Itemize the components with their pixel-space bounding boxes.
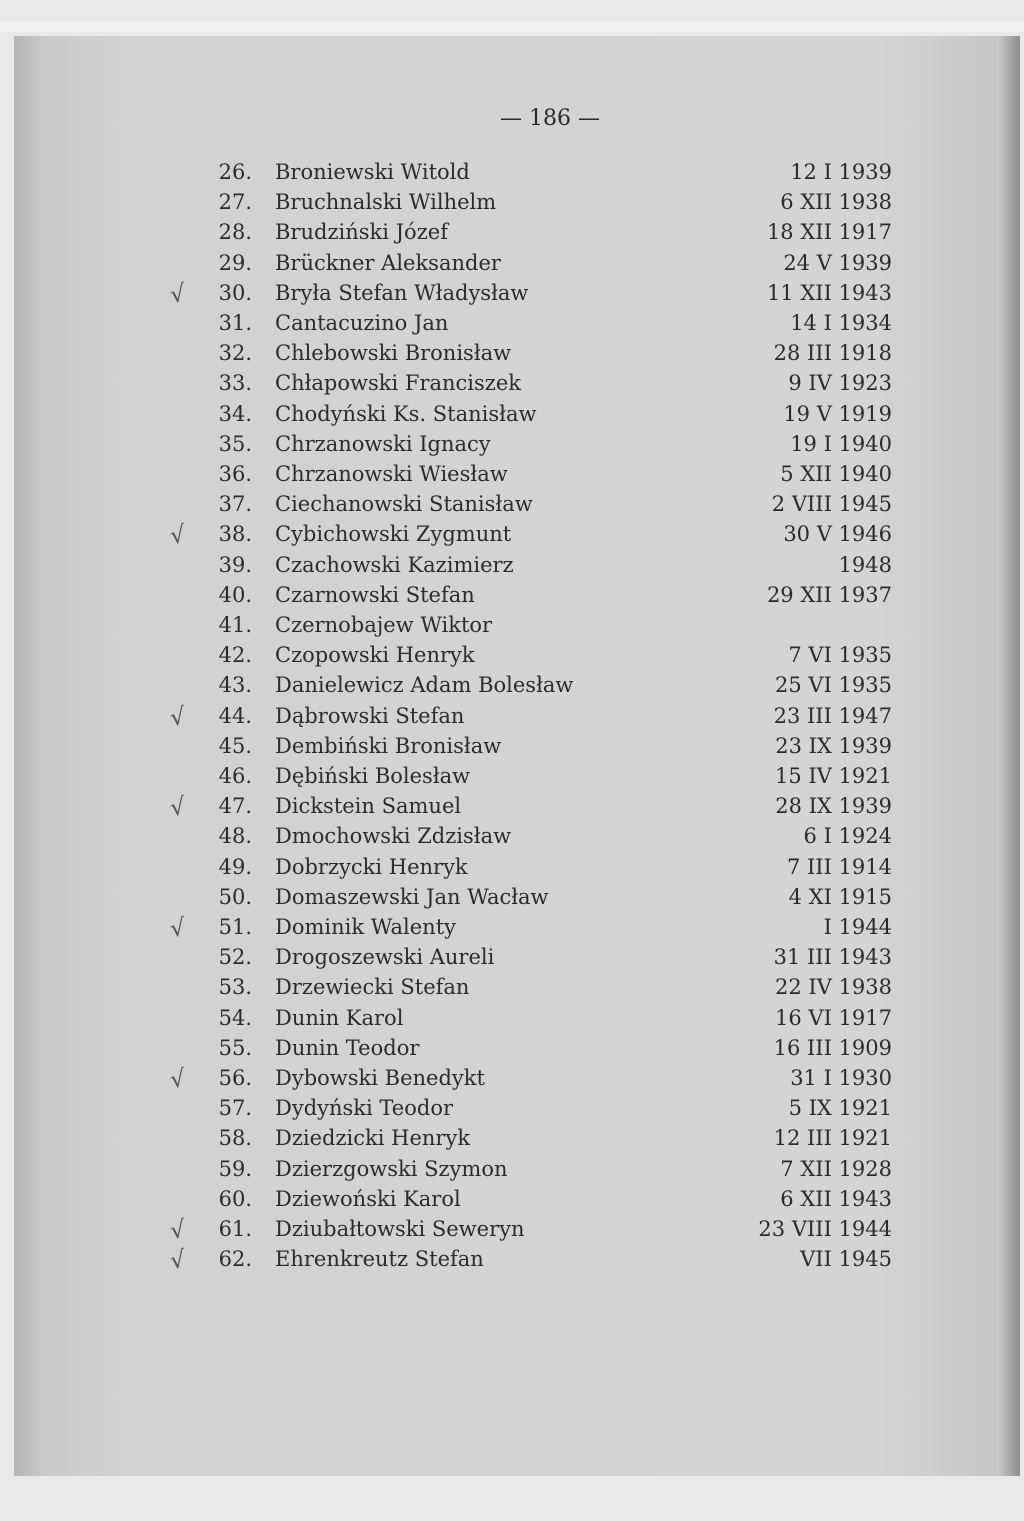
entry-name: Chłapowski Franciszek <box>275 371 522 396</box>
entry-date: 1948 <box>838 552 892 577</box>
checkmark-icon: √ <box>168 792 188 823</box>
entry-row <box>0 217 1024 247</box>
entry-number: 51. <box>218 915 252 939</box>
entry-row <box>0 429 1024 459</box>
entry-name: Domaszewski Jan Wacław <box>275 884 549 909</box>
entry-date: 28 IX 1939 <box>775 794 892 819</box>
entry-number: 46. <box>218 764 252 788</box>
entry-name: Drzewiecki Stefan <box>275 975 470 1000</box>
entry-date: I 1944 <box>823 915 892 939</box>
entry-date: 16 VI 1917 <box>775 1005 892 1030</box>
entry-name: Czachowski Kazimierz <box>275 552 514 577</box>
entry-date: 7 VI 1935 <box>788 643 892 668</box>
entry-name: Broniewski Witold <box>275 160 470 184</box>
entry-number: 35. <box>218 431 252 456</box>
entry-number: 52. <box>218 945 252 970</box>
checkmark-icon: √ <box>168 1064 188 1094</box>
entry-number: 38. <box>218 522 252 547</box>
entry-number: 58. <box>218 1126 252 1151</box>
entry-row <box>0 157 1024 187</box>
entry-date: 28 III 1918 <box>773 341 892 366</box>
entry-number: 28. <box>218 220 252 245</box>
entry-row <box>0 338 1024 368</box>
entry-name: Czarnowski Stefan <box>275 582 475 607</box>
entry-number: 29. <box>218 250 252 275</box>
entry-date: 6 XII 1943 <box>780 1186 892 1211</box>
entry-name: Czernobajew Wiktor <box>275 613 493 637</box>
entry-name: Cybichowski Zygmunt <box>275 522 512 547</box>
entry-row <box>0 1063 1024 1093</box>
entry-number: 50. <box>218 884 252 909</box>
entry-row <box>0 610 1024 640</box>
entry-date: 7 XII 1928 <box>780 1156 892 1181</box>
entry-number: 40. <box>218 582 252 607</box>
entry-row <box>0 489 1024 519</box>
entry-row <box>0 1123 1024 1153</box>
entry-name: Chrzanowski Ignacy <box>275 431 491 456</box>
entry-row <box>0 852 1024 882</box>
entry-number: 41. <box>218 613 252 637</box>
entry-date: 18 XII 1917 <box>766 220 892 245</box>
entry-date: 31 III 1943 <box>773 945 892 970</box>
entry-number: 27. <box>218 190 252 215</box>
entry-date: 11 XII 1943 <box>766 280 892 305</box>
entry-row <box>0 701 1024 731</box>
entry-row <box>0 187 1024 217</box>
entry-number: 61. <box>218 1217 252 1241</box>
entry-name: Dębiński Bolesław <box>275 764 471 788</box>
entry-date: 29 XII 1937 <box>766 582 892 607</box>
entry-row <box>0 459 1024 489</box>
entry-row <box>0 550 1024 580</box>
entry-name: Dmochowski Zdzisław <box>275 824 512 849</box>
entry-number: 30. <box>218 280 252 305</box>
entry-number: 47. <box>218 794 252 819</box>
entry-name: Brudziński Józef <box>275 220 448 245</box>
entry-name: Dydyński Teodor <box>275 1096 453 1121</box>
entry-row <box>0 821 1024 851</box>
entry-number: 34. <box>218 401 252 426</box>
entry-row <box>0 1184 1024 1214</box>
entry-name: Dickstein Samuel <box>275 794 462 819</box>
checkmark-icon: √ <box>168 701 188 732</box>
entry-number: 45. <box>218 733 252 758</box>
entry-number: 42. <box>218 643 252 668</box>
entry-name: Danielewicz Adam Bolesław <box>275 673 574 698</box>
entry-date: 6 XII 1938 <box>780 190 892 215</box>
entry-number: 36. <box>218 462 252 486</box>
entry-number: 43. <box>218 673 252 698</box>
checkmark-icon: √ <box>168 520 188 551</box>
entry-name: Czopowski Henryk <box>275 643 475 668</box>
entry-date: 22 IV 1938 <box>775 975 892 1000</box>
entry-row <box>0 1003 1024 1033</box>
entry-name: Dziubałtowski Seweryn <box>275 1217 525 1241</box>
entry-number: 39. <box>218 552 252 577</box>
entry-row <box>0 912 1024 942</box>
entry-date: 9 IV 1923 <box>788 371 892 396</box>
entry-date: 19 V 1919 <box>783 401 892 426</box>
entry-number: 26. <box>218 160 252 184</box>
entry-row <box>0 942 1024 972</box>
entry-name: Chrzanowski Wiesław <box>275 462 508 486</box>
entry-name: Dunin Teodor <box>275 1035 420 1060</box>
entry-name: Brückner Aleksander <box>275 250 501 275</box>
entry-row <box>0 1214 1024 1244</box>
entry-row <box>0 248 1024 278</box>
entry-name: Dunin Karol <box>275 1005 404 1030</box>
entry-name: Dembiński Bronisław <box>275 733 502 758</box>
entry-number: 57. <box>218 1096 252 1121</box>
entry-number: 37. <box>218 492 252 517</box>
entry-date: 12 III 1921 <box>773 1126 892 1151</box>
entry-row <box>0 640 1024 670</box>
entry-number: 32. <box>218 341 252 366</box>
entry-name: Cantacuzino Jan <box>275 311 449 335</box>
checkmark-icon: √ <box>168 913 188 943</box>
entry-date: 6 I 1924 <box>803 824 892 849</box>
checkmark-icon: √ <box>168 1245 188 1276</box>
entry-row <box>0 972 1024 1002</box>
entry-date: 23 VIII 1944 <box>758 1217 892 1241</box>
entry-name: Bruchnalski Wilhelm <box>275 190 497 215</box>
entry-name: Dominik Walenty <box>275 915 457 939</box>
entry-name: Dobrzycki Henryk <box>275 854 468 879</box>
entry-row <box>0 580 1024 610</box>
entry-row <box>0 519 1024 549</box>
entry-row <box>0 1154 1024 1184</box>
entry-date: 15 IV 1921 <box>775 764 892 788</box>
entry-row <box>0 670 1024 700</box>
entry-row <box>0 308 1024 338</box>
entry-name: Dziedzicki Henryk <box>275 1126 471 1151</box>
entry-date: 12 I 1939 <box>790 160 892 184</box>
entry-number: 33. <box>218 371 252 396</box>
paper-edge <box>0 22 1024 32</box>
entry-number: 54. <box>218 1005 252 1030</box>
entry-name: Dąbrowski Stefan <box>275 703 465 728</box>
entry-name: Ciechanowski Stanisław <box>275 492 533 517</box>
page-number: — 186 — <box>500 106 600 131</box>
entry-date: 31 I 1930 <box>790 1066 892 1090</box>
entry-row <box>0 791 1024 821</box>
entry-date: 30 V 1946 <box>783 522 892 547</box>
entry-name: Dybowski Benedykt <box>275 1066 485 1090</box>
entry-number: 56. <box>218 1066 252 1090</box>
entry-date: 25 VI 1935 <box>775 673 892 698</box>
checkmark-icon: √ <box>168 278 188 309</box>
entry-name: Bryła Stefan Władysław <box>275 280 529 305</box>
entry-name: Chodyński Ks. Stanisław <box>275 401 537 426</box>
entry-row <box>0 1093 1024 1123</box>
checkmark-icon: √ <box>168 1215 188 1245</box>
entry-date: 16 III 1909 <box>773 1035 892 1060</box>
entry-name: Dziewoński Karol <box>275 1186 461 1211</box>
entry-date: 7 III 1914 <box>786 854 892 879</box>
entry-date: 19 I 1940 <box>790 431 892 456</box>
entry-name: Chlebowski Bronisław <box>275 341 512 366</box>
entry-date: 5 XII 1940 <box>780 462 892 486</box>
entry-number: 59. <box>218 1156 252 1181</box>
entry-row <box>0 731 1024 761</box>
entry-date: 24 V 1939 <box>783 250 892 275</box>
entry-row <box>0 278 1024 308</box>
entry-row <box>0 368 1024 398</box>
entry-number: 48. <box>218 824 252 849</box>
entry-name: Drogoszewski Aureli <box>275 945 495 970</box>
entry-date: 5 IX 1921 <box>788 1096 892 1121</box>
entry-number: 49. <box>218 854 252 879</box>
entry-row <box>0 1033 1024 1063</box>
entry-number: 62. <box>218 1247 252 1272</box>
entry-row <box>0 1244 1024 1274</box>
entry-number: 60. <box>218 1186 252 1211</box>
entry-name: Dzierzgowski Szymon <box>275 1156 508 1181</box>
entry-row <box>0 761 1024 791</box>
entry-date: 4 XI 1915 <box>788 884 892 909</box>
entry-number: 55. <box>218 1035 252 1060</box>
entry-number: 53. <box>218 975 252 1000</box>
entry-number: 31. <box>218 311 252 335</box>
entry-date: VII 1945 <box>800 1247 892 1272</box>
entry-date: 14 I 1934 <box>790 311 892 335</box>
entry-row <box>0 882 1024 912</box>
entry-row <box>0 399 1024 429</box>
entry-number: 44. <box>218 703 252 728</box>
entry-name: Ehrenkreutz Stefan <box>275 1247 484 1272</box>
entry-date: 23 III 1947 <box>773 703 892 728</box>
entry-date: 2 VIII 1945 <box>771 492 892 517</box>
entry-date: 23 IX 1939 <box>775 733 892 758</box>
